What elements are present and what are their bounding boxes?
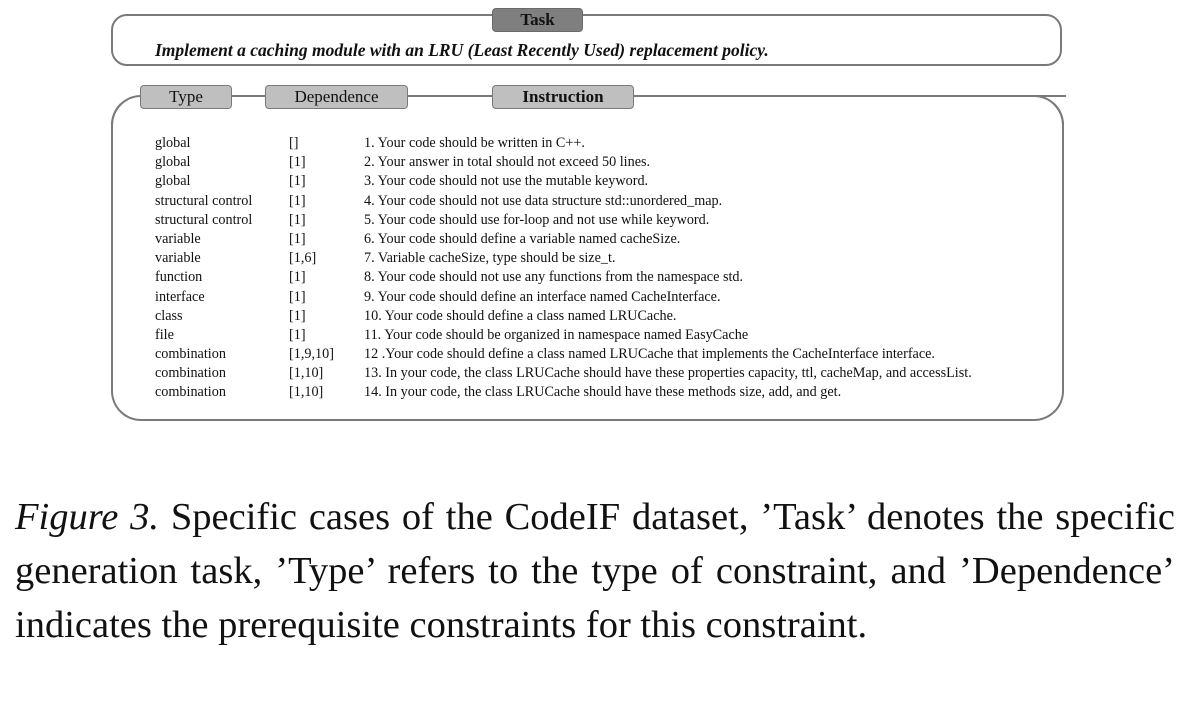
row-instruction: 9. Your code should define an interface named CacheInterface. (364, 288, 721, 305)
row-dependence: [1] (289, 326, 306, 343)
row-type: class (155, 307, 183, 324)
header-instruction: Instruction (492, 85, 634, 109)
row-type: combination (155, 365, 226, 382)
row-instruction: 8. Your code should not use any functions from the namespace std. (364, 269, 744, 286)
row-type: structural control (155, 192, 253, 209)
row-instruction: 10. Your code should define a class named LRUCache. (364, 307, 677, 324)
header-dependence: Dependence (265, 85, 408, 109)
row-dependence: [1,9,10] (289, 346, 334, 363)
row-type: global (155, 173, 191, 190)
row-instruction: 7. Variable cacheSize, type should be size_t. (364, 250, 616, 267)
row-dependence: [1] (289, 192, 306, 209)
row-dependence: [1] (289, 154, 306, 171)
row-type: combination (155, 384, 226, 401)
row-type: variable (155, 250, 201, 267)
row-type: global (155, 154, 191, 171)
figure-label: Figure 3. (15, 496, 160, 538)
panel-corner-right (1032, 95, 1064, 127)
panel-corner-left (111, 95, 143, 127)
task-description: Implement a caching module with an LRU (Least Recently Used) replacement policy. (155, 40, 769, 60)
row-dependence: [] (289, 135, 299, 151)
caption-text: Specific cases of the CodeIF dataset, ’Task’ denotes the specific generation task, ’Type’ refers to the type of constraint, and ’Dependence’ indicates the prerequisite constraints for this constraint. (15, 496, 1176, 646)
row-type: function (155, 269, 203, 286)
row-dependence: [1,10] (289, 365, 324, 382)
row-instruction: 2. Your answer in total should not exceed 50 lines. (364, 154, 651, 171)
row-type: variable (155, 230, 201, 247)
row-instruction: 1. Your code should be written in C++. (364, 135, 585, 151)
row-instruction: 6. Your code should define a variable named cacheSize. (364, 230, 681, 247)
row-instruction: 12 .Your code should define a class named LRUCache that implements the CacheInterface interface. (364, 346, 935, 363)
task-tab-label: Task (492, 8, 583, 32)
row-dependence: [1] (289, 269, 306, 286)
row-dependence: [1,10] (289, 384, 324, 401)
row-type: file (155, 326, 174, 343)
row-dependence: [1] (289, 173, 306, 190)
row-instruction: 4. Your code should not use data structure std::unordered_map. (364, 192, 723, 209)
row-type: global (155, 135, 191, 151)
row-instruction: 13. In your code, the class LRUCache should have these properties capacity, ttl, cacheMap, and accessList. (364, 365, 972, 382)
row-dependence: [1] (289, 307, 306, 324)
row-dependence: [1] (289, 211, 306, 228)
header-type: Type (140, 85, 232, 109)
row-type: interface (155, 288, 205, 305)
row-dependence: [1,6] (289, 250, 317, 267)
figure-caption (15, 490, 1175, 652)
row-instruction: 14. In your code, the class LRUCache should have these methods size, add, and get. (364, 384, 842, 401)
row-type: structural control (155, 211, 253, 228)
row-dependence: [1] (289, 288, 306, 305)
row-type: combination (155, 346, 226, 363)
row-dependence: [1] (289, 230, 306, 247)
row-instruction: 5. Your code should use for-loop and not use while keyword. (364, 211, 710, 228)
row-instruction: 11. Your code should be organized in namespace named EasyCache (364, 326, 749, 343)
row-instruction: 3. Your code should not use the mutable keyword. (364, 173, 649, 190)
